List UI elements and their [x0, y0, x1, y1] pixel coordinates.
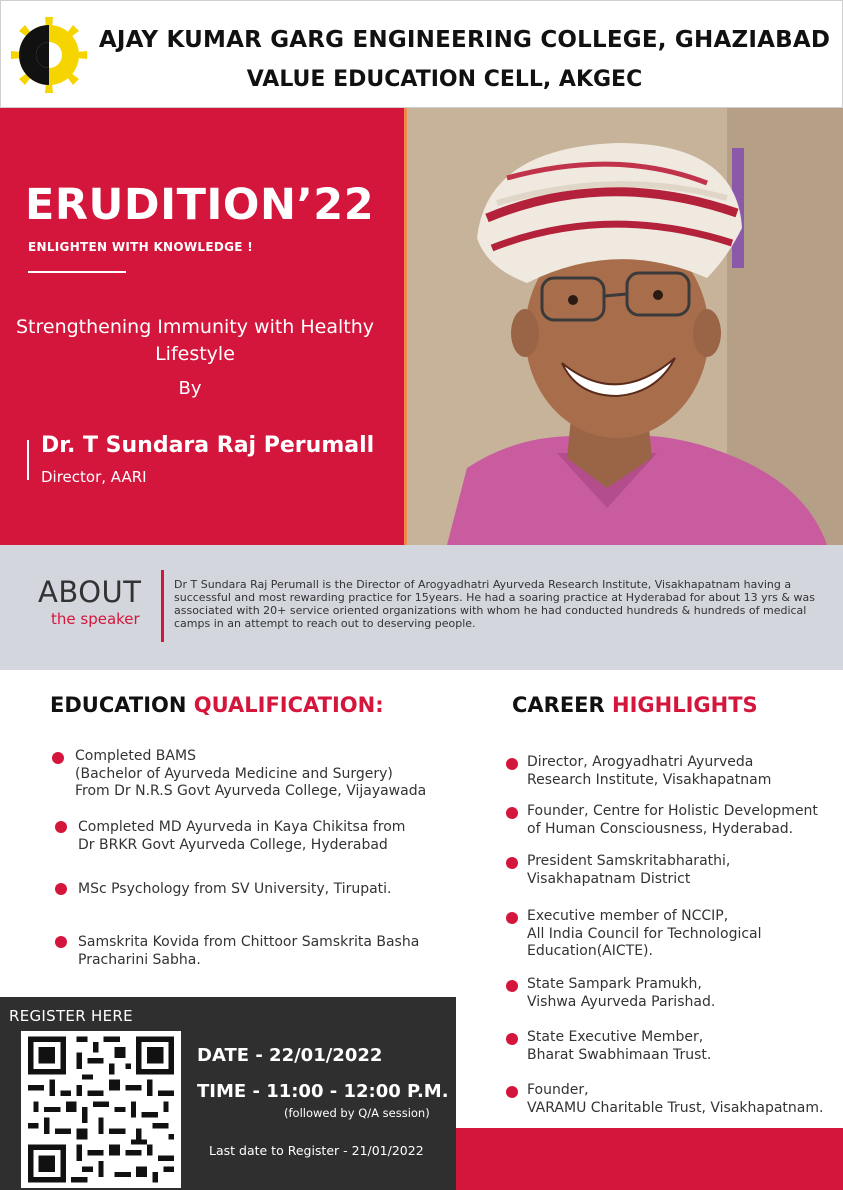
career-item-text: Director, Arogyadhatri Ayurveda Research Institute, Visakhapatnam: [527, 754, 772, 788]
education-item: [78, 881, 392, 899]
register-title: REGISTER HERE: [9, 1007, 133, 1025]
registration-deadline: Last date to Register - 21/01/2022: [209, 1143, 424, 1158]
career-title: [512, 693, 758, 717]
about-text: Dr T Sundara Raj Perumall is the Director of Arogyadhatri Ayurveda Research Institute, Visakhapatnam having a successful and most rewarding practice for 15years. He had a soaring practice at Hyderabad for about 13 yrs & was associated with 20+ service oriented organizations with whom he had conducted hundreds & hundreds of medical camps in an attempt to reach out to deserving people.: [174, 578, 815, 630]
header: [0, 0, 843, 108]
career-item-text: Founder, Centre for Holistic Development of Human Consciousness, Hyderabad.: [527, 803, 818, 837]
career-item: [527, 908, 762, 961]
speaker-accent-bar: [27, 440, 29, 480]
education-title: [50, 693, 384, 717]
event-title: ERUDITION’22: [25, 180, 375, 230]
career-item: [527, 754, 771, 789]
talk-title: Strengthening Immunity with Healthy Lifestyle: [15, 316, 375, 365]
speaker-photo: [407, 108, 843, 545]
career-item-text: President Samskritabharathi, Visakhapatnam District: [527, 853, 731, 887]
tagline-rule: [28, 271, 126, 273]
bullet-dot: [506, 912, 518, 924]
education-item: [78, 819, 405, 854]
career-item-text: State Executive Member, Bharat Swabhimaan Trust.: [527, 1029, 712, 1063]
about-heading: ABOUT: [38, 575, 142, 609]
career-item: [527, 1082, 823, 1117]
career-title-part1: CAREER: [512, 693, 605, 717]
bullet-dot: [55, 936, 67, 948]
footer-accent-bar: [456, 1128, 843, 1190]
speaker-name: Dr. T Sundara Raj Perumall: [41, 433, 375, 458]
career-title-part2: HIGHLIGHTS: [612, 693, 758, 717]
career-item: [527, 803, 818, 838]
about-divider: [161, 570, 164, 642]
gear-sun-logo-icon: [9, 15, 89, 95]
qr-code-icon[interactable]: [21, 1031, 181, 1188]
bullet-dot: [506, 857, 518, 869]
education-title-part2: QUALIFICATION:: [193, 693, 384, 717]
education-item: [75, 748, 426, 801]
bullet-dot: [506, 807, 518, 819]
event-tagline: ENLIGHTEN WITH KNOWLEDGE !: [28, 240, 254, 254]
hero-panel: [0, 108, 406, 545]
bullet-dot: [506, 758, 518, 770]
education-item-text: Completed MD Ayurveda in Kaya Chikitsa from Dr BRKR Govt Ayurveda College, Hyderabad: [78, 819, 406, 853]
education-item-text: Completed BAMS (Bachelor of Ayurveda Medicine and Surgery) From Dr N.R.S Govt Ayurveda College, Vijayawada: [75, 748, 427, 799]
education-item-text: MSc Psychology from SV University, Tirupati.: [78, 881, 392, 897]
college-name: AJAY KUMAR GARG ENGINEERING COLLEGE, GHAZIABAD: [98, 27, 831, 53]
bullet-dot: [55, 883, 67, 895]
education-item-text: Samskrita Kovida from Chittoor Samskrita Basha Pracharini Sabha.: [78, 934, 420, 968]
career-item: [527, 976, 715, 1011]
session-note: (followed by Q/A session): [284, 1106, 430, 1120]
career-item-text: State Sampark Pramukh, Vishwa Ayurveda Parishad.: [527, 976, 716, 1010]
education-title-part1: EDUCATION: [50, 693, 187, 717]
career-item: [527, 853, 730, 888]
cell-name: VALUE EDUCATION CELL, AKGEC: [246, 67, 643, 92]
bullet-dot: [52, 752, 64, 764]
speaker-role: Director, AARI: [41, 468, 147, 486]
bullet-dot: [55, 821, 67, 833]
career-item: [527, 1029, 711, 1064]
event-time: TIME - 11:00 - 12:00 P.M.: [197, 1081, 449, 1102]
education-item: [78, 934, 419, 969]
bullet-dot: [506, 980, 518, 992]
career-item-text: Founder, VARAMU Charitable Trust, Visakhapatnam.: [527, 1082, 824, 1116]
event-date: DATE - 22/01/2022: [197, 1045, 383, 1066]
register-panel: [0, 997, 456, 1190]
career-item-text: Executive member of NCCIP, All India Council for Technological Education(AICTE).: [527, 908, 762, 959]
by-label: By: [178, 378, 202, 399]
about-subheading: the speaker: [51, 610, 140, 628]
bullet-dot: [506, 1033, 518, 1045]
about-band: [0, 545, 843, 670]
bullet-dot: [506, 1086, 518, 1098]
